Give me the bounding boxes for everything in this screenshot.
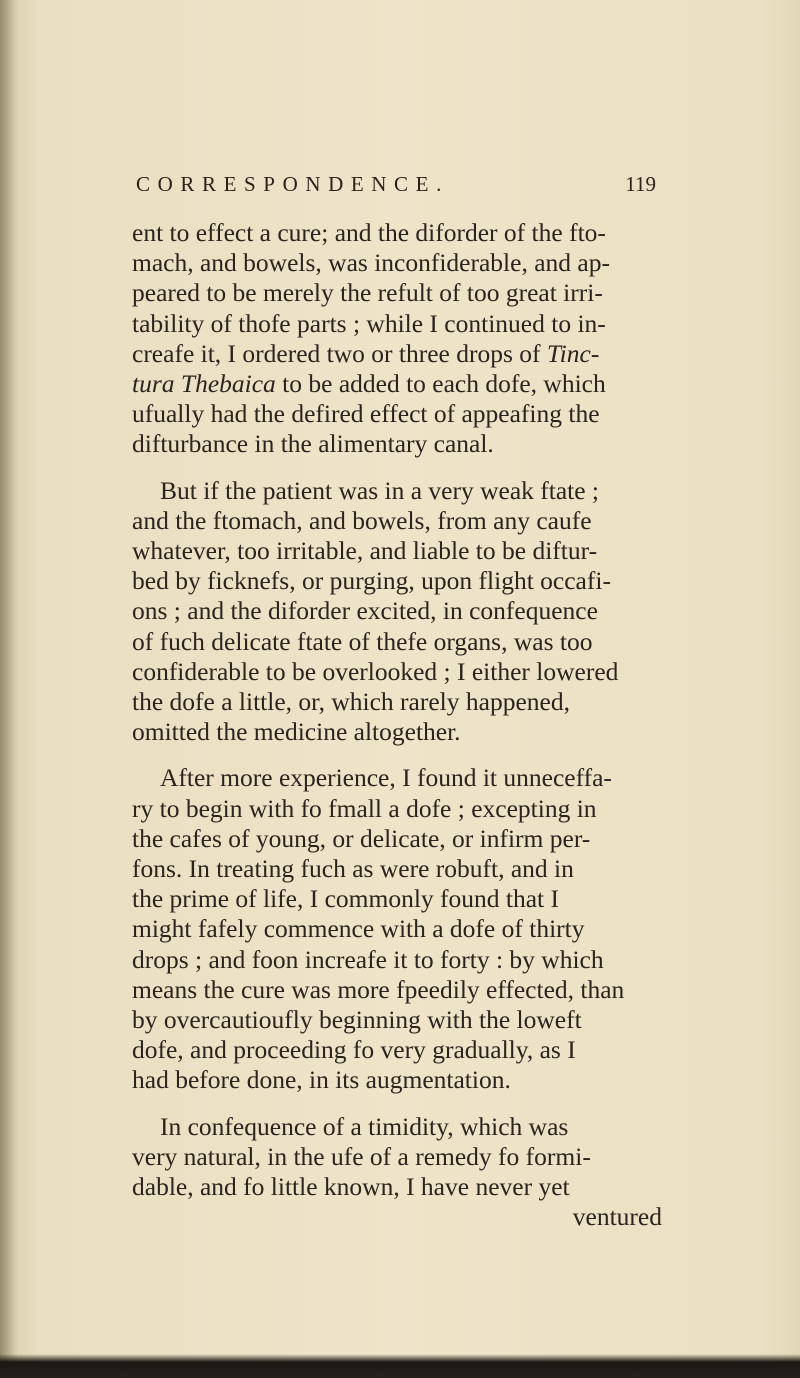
paragraph-1 (132, 218, 662, 460)
text-line: had before done, in its augmentation. (132, 1065, 511, 1095)
text-line: In confequence of a timidity, which was (160, 1111, 569, 1141)
page-number: 119 (625, 172, 656, 196)
paragraph-2 (132, 476, 662, 748)
text-line: whatever, too irritable, and liable to be diftur- (132, 536, 598, 566)
text-line: confiderable to be overlooked ; I either lowered (132, 656, 619, 686)
catchword: ventured (572, 1202, 662, 1232)
text-line: by overcautioufly beginning with the loweft (132, 1005, 582, 1035)
text-line: ent to effect a cure; and the diforder of the fto- (132, 218, 606, 247)
text-line: But if the patient was in a very weak ftate ; (160, 475, 600, 505)
text-line: dable, and fo little known, I have never yet (132, 1172, 570, 1202)
text-line: ry to begin with fo fmall a dofe ; excepting in (132, 793, 597, 823)
text-line: tability of thofe parts ; while I continued to in- (132, 308, 606, 338)
text-line: very natural, in the ufe of a remedy fo formi- (132, 1141, 591, 1171)
text-line: creafe it, I ordered two or three drops of Tinc- (132, 338, 600, 368)
text-line: dofe, and proceeding fo very gradually, as I (132, 1035, 576, 1065)
text-line: tura Thebaica to be added to each dofe, which (132, 369, 606, 399)
text-line: means the cure was more fpeedily effected, than (132, 974, 625, 1004)
text-line: mach, and bowels, was inconfiderable, and ap- (132, 248, 610, 278)
page-bottom-edge (0, 1354, 800, 1378)
text-line: the prime of life, I commonly found that I (132, 884, 560, 914)
running-title: CORRESPONDENCE. (136, 172, 449, 196)
text-line: ufually had the defired effect of appeafing the (132, 399, 600, 429)
paragraph-3 (132, 763, 662, 1095)
text-line: of fuch delicate ftate of thefe organs, was too (132, 626, 593, 656)
text-line: the dofe a little, or, which rarely happened, (132, 687, 570, 717)
text-line: might fafely commence with a dofe of thirty (132, 914, 585, 944)
text-line: and the ftomach, and bowels, from any caufe (132, 505, 592, 535)
text-line: the cafes of young, or delicate, or infirm per- (132, 823, 591, 853)
text-line: bed by ficknefs, or purging, upon flight occafi- (132, 566, 611, 596)
text-line: After more experience, I found it unneceffa- (160, 763, 612, 793)
text-line: ons ; and the diforder excited, in confequence (132, 596, 598, 626)
body-text (132, 218, 662, 1233)
text-line: fons. In treating fuch as were robuft, and in (132, 854, 574, 884)
text-line: difturbance in the alimentary canal. (132, 429, 494, 459)
paragraph-4 (132, 1112, 662, 1233)
gutter-shadow (0, 0, 18, 1378)
page-header (136, 172, 656, 202)
text-line: drops ; and foon increafe it to forty : by which (132, 944, 604, 974)
text-line: peared to be merely the refult of too great irri- (132, 278, 603, 308)
text-line: omitted the medicine altogether. (132, 717, 461, 747)
